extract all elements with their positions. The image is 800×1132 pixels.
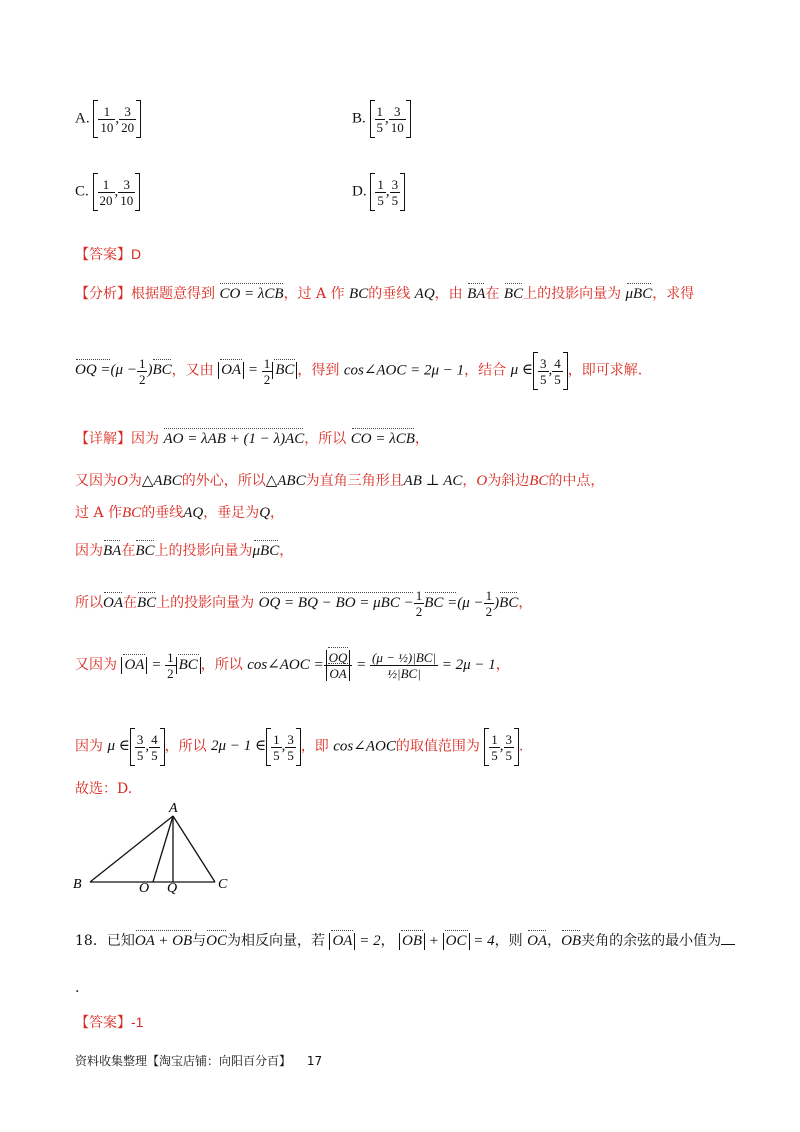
analysis-line-1: 【分析】根据题意得到 CO = λCB，过 A 作 BC的垂线 AQ，由 BA在 BC上的投影向量为 μBC，求得 <box>75 286 695 302</box>
detail-line-3: 过 A 作BC的垂线AQ，垂足为Q， <box>75 505 285 521</box>
detail-line-2: 又因为O为△ABC的外心，所以△ABC为直角三角形且AB ⊥ AC，O为斜边BC的中点， <box>75 473 605 489</box>
option-d-label: D. <box>352 183 367 200</box>
detail-line-1: 【详解】因为 AO = λAB + (1 − λ)AC，所以 CO = λCB， <box>75 431 429 447</box>
label-c: C <box>218 877 228 892</box>
label-q: Q <box>167 881 178 895</box>
answer-tag: 【答案】 <box>75 1015 131 1031</box>
option-c: C. $\frac{1}{20}$ , $\frac{3}{10}$ <box>75 173 140 211</box>
detail-line-6: 又因为 OA = $\frac{1}{2}$ BC ，所以 cos∠AOC = $\frac{OQ}{OA}$ = $\frac{\text{(μ − ½)|BC|}}{\text{½|BC|}}$ = 2μ − 1， <box>75 650 510 681</box>
question-18-tail: . <box>75 980 80 996</box>
option-a: A. $\frac{1}{10}$ , $\frac{3}{20}$ <box>75 100 141 138</box>
detail-line-8: 故选：D. <box>75 781 133 797</box>
answer-value: D <box>131 246 142 262</box>
option-d: D. $\frac{1}{5}$ , $\frac{3}{5}$ <box>352 173 405 211</box>
answer-18 <box>75 1012 143 1032</box>
answer-17 <box>75 244 141 264</box>
label-b: B <box>73 877 82 892</box>
option-c-label: C. <box>75 183 89 200</box>
detail-line-7: 因为 μ ∈ $\frac{3}{5}$ , $\frac{4}{5}$ ，所以 2μ − 1 ∈ $\frac{1}{5}$ , $\frac{3}{5}$ ，即 cos∠AOC的取值范围为 $\frac{1}{5}$ , $\frac{3}{5}$ . <box>75 728 524 766</box>
analysis-line-2: OQ =(μ − $\frac{1}{2}$ )BC，又由 OA = $\frac{1}{2}$ BC ，得到 cos∠AOC = 2μ − 1，结合 μ ∈ $\frac{3}{5}$ , $\frac{4}{5}$ ，即可求解. <box>75 352 642 390</box>
footer <box>75 1052 322 1069</box>
footer-text: 资料收集整理【淘宝店铺：向阳百分百】 <box>75 1054 292 1068</box>
triangle-figure <box>70 800 240 895</box>
answer-blank <box>721 944 735 945</box>
answer-value: -1 <box>131 1014 144 1030</box>
question-18: 18．已知OA + OB与OC为相反向量，若 OA = 2， OB + OC = 4，则 OA，OB夹角的余弦的最小值为 <box>75 930 735 950</box>
segment-ao <box>153 816 173 882</box>
label-a: A <box>169 801 178 816</box>
option-b-label: B. <box>352 110 366 127</box>
answer-tag: 【答案】 <box>75 247 131 263</box>
segment-ac <box>173 816 215 882</box>
label-o: O <box>139 881 150 895</box>
segment-ab <box>90 816 173 882</box>
page-number: 17 <box>306 1054 323 1068</box>
detail-line-5: 所以OA在BC上的投影向量为 OQ = BQ − BO = μBC − $\frac{1}{2}$ BC =(μ − $\frac{1}{2}$ )BC， <box>75 588 533 619</box>
option-a-label: A. <box>75 110 90 127</box>
detail-line-4: 因为BA在BC上的投影向量为μBC， <box>75 543 294 559</box>
option-b: B. $\frac{1}{5}$ , $\frac{3}{10}$ <box>352 100 411 138</box>
